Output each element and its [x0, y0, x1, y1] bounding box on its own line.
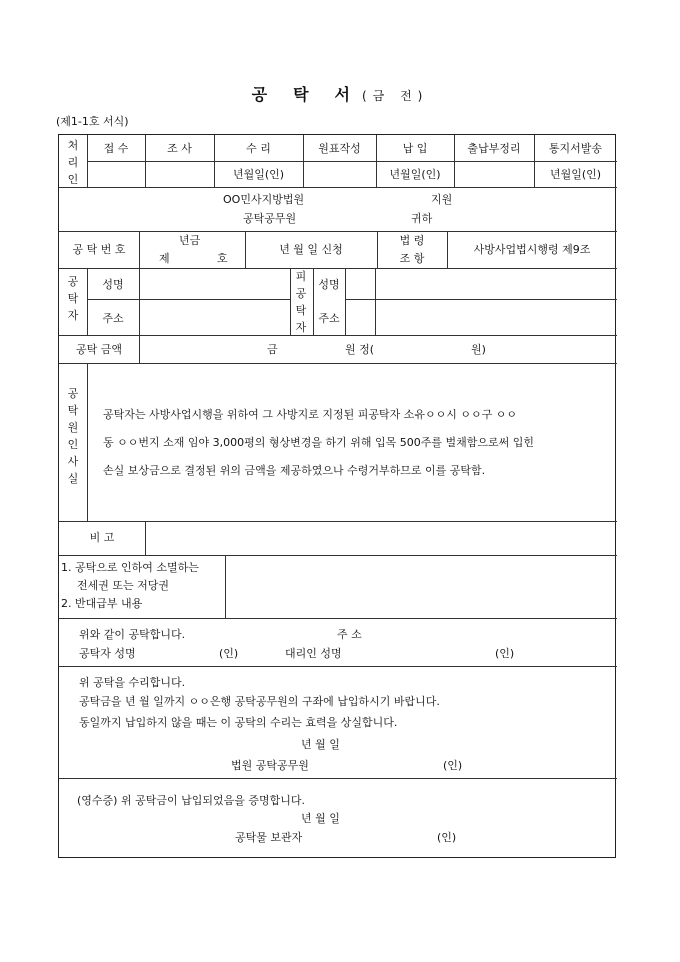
divider: [59, 335, 617, 336]
payee-side-label: 피공탁자: [295, 270, 307, 334]
accept-line-3: 동일까지 납입하지 않을 때는 이 공탁의 수리는 효력을 상실합니다.: [79, 716, 398, 729]
deposit-no-prefix: 제: [159, 252, 170, 265]
divider: [375, 268, 376, 335]
extinction-line-1: 1. 공탁으로 인하여 소멸하는: [61, 561, 199, 574]
title-sub: (금 전): [362, 89, 429, 103]
extinction-line-3: 2. 반대급부 내용: [61, 597, 143, 610]
extinction-line-2: 전세권 또는 저당권: [77, 579, 170, 592]
amount-middle: 원 정(: [345, 343, 375, 356]
header-receipt: 접 수: [103, 142, 129, 155]
divider: [225, 555, 226, 618]
cause-line: 공탁자는 사방사업시행을 위하여 그 사방지로 지정된 피공탁자 소유ㅇㅇ시 ㅇㅇ구 ㅇㅇ: [103, 408, 518, 421]
title-main: 공탁서: [251, 85, 376, 104]
payee-name-label: 성명: [318, 278, 340, 291]
amount-suffix: 원): [471, 343, 486, 356]
deposit-no-label: 공 탁 번 호: [72, 243, 126, 256]
header-original-record: 원표작성: [318, 142, 361, 155]
depositor-name-label: 성명: [102, 278, 124, 291]
header-notice: 통지서발송: [548, 142, 603, 155]
divider: [59, 363, 617, 364]
receipt-line-1: (영수증) 위 공탁금이 납입되었음을 증명합니다.: [77, 794, 305, 807]
processing-side-label: 처리인: [67, 139, 79, 186]
cause-line: 동 ㅇㅇ번지 소재 임야 3,000평의 형상변경을 하기 위해 입목 500주를 벌채함으로써 입힌: [103, 436, 534, 449]
divider: [87, 161, 617, 162]
header-investigation: 조 사: [167, 142, 192, 155]
depositor-name-line: 공탁자 성명: [79, 647, 136, 660]
header-ledger: 출납부정리: [467, 142, 521, 155]
cause-text: [103, 401, 603, 485]
court-name: OO민사지방법원: [223, 193, 305, 206]
accept-date: 년 월 일: [301, 738, 340, 751]
divider: [59, 268, 617, 269]
law-value: 사방사업법시행령 제9조: [473, 243, 591, 256]
agent-name-line: 대리인 성명: [285, 647, 342, 660]
divider: [139, 335, 140, 363]
divider: [59, 778, 617, 779]
law-label-top: 법 령: [399, 234, 425, 247]
declare-address-label: 주 소: [337, 628, 362, 641]
accept-officer: 법원 공탁공무원: [231, 759, 309, 772]
divider: [139, 231, 140, 268]
receipt-seal: (인): [437, 831, 457, 844]
deposit-no-suffix: 호: [217, 252, 228, 265]
amount-label: 공탁 금액: [75, 343, 122, 356]
payee-address-label: 주소: [318, 312, 340, 325]
accept-line-2: 공탁금을 년 월 일까지 ㅇㅇ은행 공탁공무원의 구좌에 납입하시기 바랍니다.: [79, 695, 440, 708]
receipt-date: 년 월 일: [301, 812, 340, 825]
value-acceptance: 년월일(인): [232, 168, 285, 181]
divider: [139, 268, 140, 335]
cause-line: 손실 보상금으로 결정된 위의 금액을 제공하였으나 수령거부하므로 이를 공탁함.: [103, 464, 486, 477]
depositor-seal: (인): [219, 647, 239, 660]
divider: [59, 618, 617, 619]
divider: [145, 521, 146, 555]
divider: [59, 666, 617, 667]
divider: [59, 231, 617, 232]
form-number: (제1-1호 서식): [56, 115, 129, 128]
declare-text: 위와 같이 공탁합니다.: [79, 628, 186, 641]
value-payment: 년월일(인): [389, 168, 441, 181]
law-label-bottom: 조 항: [399, 252, 425, 265]
document-title: [0, 82, 680, 105]
divider: [87, 363, 88, 521]
divider: [59, 555, 617, 556]
deposit-year: 년금: [179, 234, 201, 247]
header-acceptance: 수 리: [246, 142, 271, 155]
divider: [59, 521, 617, 522]
receipt-keeper: 공탁물 보관자: [235, 831, 303, 844]
cause-side-label: 공탁원인사실: [67, 387, 79, 485]
court-officer: 공탁공무원: [243, 212, 297, 225]
court-honorific: 귀하: [411, 212, 433, 225]
remarks-label: 비 고: [89, 531, 115, 544]
divider: [290, 268, 291, 335]
depositor-side-label: 공탁자: [67, 275, 79, 322]
value-notice: 년월일(인): [549, 168, 602, 181]
divider: [59, 187, 617, 188]
header-payment: 납 입: [402, 142, 428, 155]
amount-prefix: 금: [267, 343, 278, 356]
agent-seal: (인): [495, 647, 515, 660]
divider: [345, 268, 346, 335]
apply-date: 년 월 일 신청: [279, 243, 343, 256]
accept-line-1: 위 공탁을 수리합니다.: [79, 676, 186, 689]
divider: [87, 299, 290, 300]
accept-seal: (인): [443, 759, 463, 772]
deposit-form: [58, 134, 616, 858]
divider: [345, 299, 617, 300]
court-branch: 지원: [431, 193, 453, 206]
depositor-address-label: 주소: [102, 312, 124, 325]
